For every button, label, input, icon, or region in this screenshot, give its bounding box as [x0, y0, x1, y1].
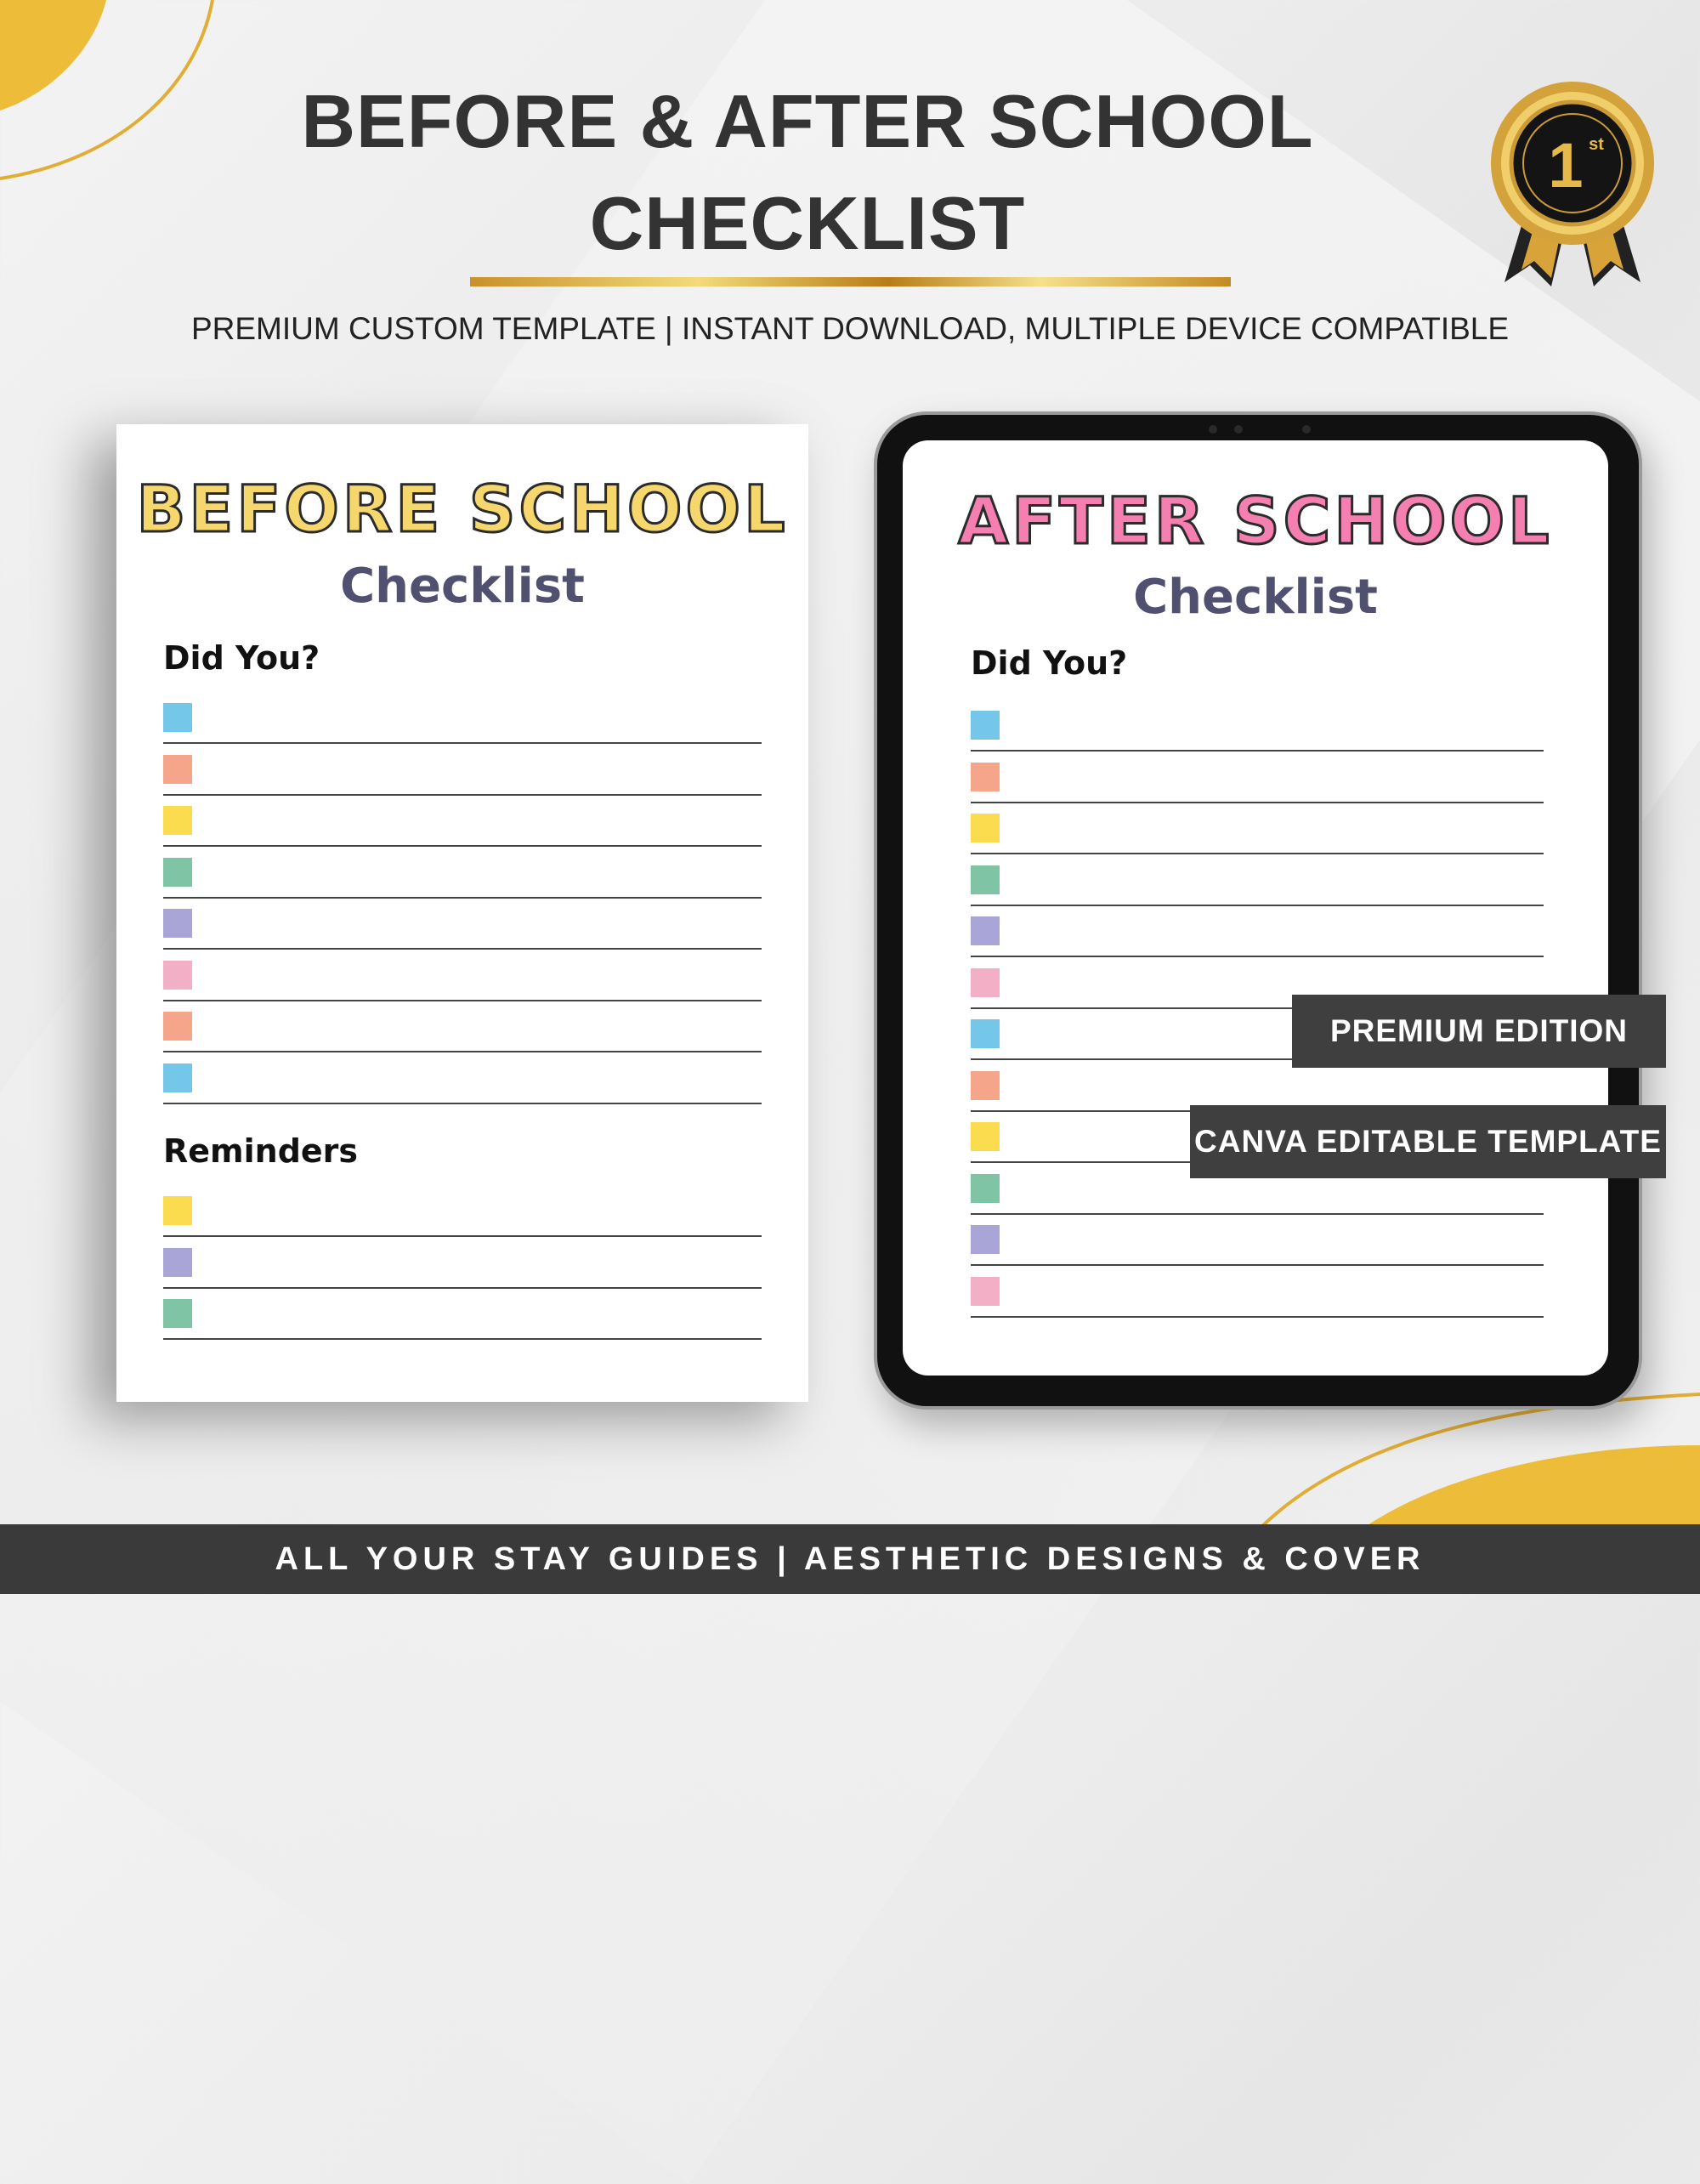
write-line [971, 956, 1544, 957]
checklist-row [163, 1196, 762, 1247]
write-line [971, 905, 1544, 906]
checklist-row [163, 909, 762, 960]
checklist-row [163, 961, 762, 1012]
write-line [163, 948, 762, 950]
checklist-row [971, 1277, 1544, 1328]
badge-rank-suffix: st [1589, 135, 1604, 154]
checkbox[interactable] [971, 814, 1000, 842]
checkbox[interactable] [163, 755, 192, 784]
checkbox[interactable] [971, 1122, 1000, 1151]
checklist-row [971, 711, 1544, 762]
checklist-row [163, 755, 762, 806]
write-line [971, 802, 1544, 803]
checklist-row [971, 865, 1544, 916]
write-line [163, 1051, 762, 1052]
checklist-row [971, 763, 1544, 814]
checklist-row [971, 1225, 1544, 1276]
badge-rank: 1 [1548, 130, 1584, 201]
camera-dot [1209, 425, 1217, 434]
gold-swoosh-top-left [0, 0, 221, 187]
checklist-row [163, 703, 762, 754]
write-line [163, 1287, 762, 1289]
write-line [163, 1000, 762, 1001]
checkbox[interactable] [971, 916, 1000, 945]
write-line [163, 845, 762, 847]
write-line [971, 1264, 1544, 1266]
write-line [163, 794, 762, 796]
checkbox[interactable] [971, 1174, 1000, 1203]
write-line [971, 1213, 1544, 1215]
reminders-heading: Reminders [163, 1132, 359, 1170]
page-title-line1: BEFORE & AFTER SCHOOL [301, 79, 1314, 163]
after-school-title: AFTER SCHOOL [958, 483, 1553, 559]
checkbox[interactable] [163, 1012, 192, 1041]
checkbox[interactable] [163, 806, 192, 835]
checkbox[interactable] [163, 858, 192, 887]
checkbox[interactable] [971, 763, 1000, 791]
write-line [971, 853, 1544, 854]
award-badge-icon [1488, 78, 1658, 291]
write-line [971, 1316, 1544, 1318]
write-line [971, 750, 1544, 752]
write-line [163, 1338, 762, 1340]
checklist-row [163, 858, 762, 909]
page-title-line2: CHECKLIST [589, 181, 1026, 265]
write-line [163, 742, 762, 744]
checkbox[interactable] [163, 1196, 192, 1225]
before-school-sheet [116, 424, 808, 1402]
footer-banner: ALL YOUR STAY GUIDES | AESTHETIC DESIGNS & COVER [0, 1524, 1700, 1594]
checkbox[interactable] [971, 1071, 1000, 1100]
award-badge [1488, 78, 1658, 291]
checklist-row [163, 1299, 762, 1350]
checklist-row [163, 806, 762, 857]
camera-dot [1234, 425, 1243, 434]
canva-editable-label: CANVA EDITABLE TEMPLATE [1190, 1105, 1666, 1178]
checklist-row [971, 916, 1544, 967]
after-did-you-heading: Did You? [971, 644, 1128, 682]
checkbox[interactable] [971, 865, 1000, 894]
checklist-row [163, 1064, 762, 1115]
tablet-device [874, 411, 1642, 1410]
checkbox[interactable] [163, 961, 192, 990]
premium-edition-label: PREMIUM EDITION [1292, 995, 1666, 1068]
write-line [163, 1235, 762, 1237]
gold-divider [470, 277, 1231, 286]
write-line [163, 897, 762, 899]
before-school-subtitle: Checklist [340, 559, 585, 614]
write-line [163, 1103, 762, 1104]
checkbox[interactable] [163, 909, 192, 938]
checkbox[interactable] [971, 711, 1000, 740]
checklist-row [163, 1012, 762, 1063]
before-school-title: BEFORE SCHOOL [136, 471, 789, 547]
checkbox[interactable] [971, 1019, 1000, 1048]
tablet-screen [903, 440, 1608, 1376]
page-subtitle: PREMIUM CUSTOM TEMPLATE | INSTANT DOWNLOAD, MULTIPLE DEVICE COMPATIBLE [190, 311, 1510, 346]
after-school-subtitle: Checklist [1133, 570, 1378, 625]
checkbox[interactable] [163, 703, 192, 732]
checkbox[interactable] [163, 1064, 192, 1092]
checkbox[interactable] [163, 1299, 192, 1328]
camera-dot [1302, 425, 1311, 434]
checkbox[interactable] [971, 1225, 1000, 1254]
checkbox[interactable] [163, 1248, 192, 1277]
checklist-row [971, 814, 1544, 865]
checklist-row [971, 1174, 1544, 1225]
checkbox[interactable] [971, 1277, 1000, 1306]
checkbox[interactable] [971, 968, 1000, 997]
checklist-row [163, 1248, 762, 1299]
did-you-heading: Did You? [163, 639, 320, 677]
